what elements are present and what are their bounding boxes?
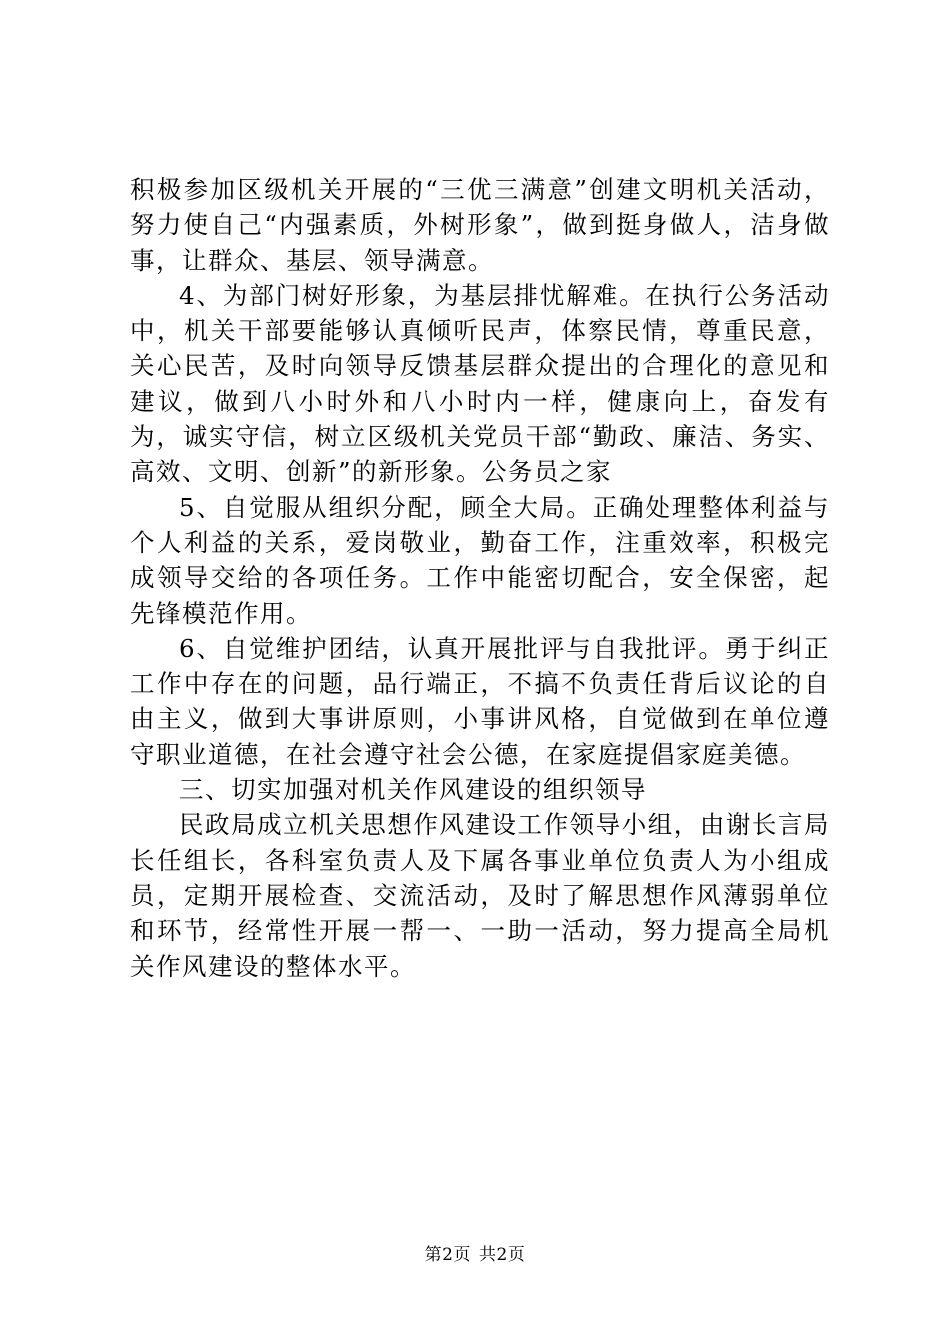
section-heading: 三、切实加强对机关作风建设的组织领导 [179,775,647,805]
page-total: 共2页 [479,1245,526,1265]
paragraph-continuation: 积极参加区级机关开展的“三优三满意”创建文明机关活动，努力使自己“内强素质，外树形象”，做到挺身做人，洁身做事，让群众、基层、领导满意。 [130,175,830,275]
paragraph-item-4: 4、为部门树好形象，为基层排忧解难。在执行公务活动中，机关干部要能够认真倾听民声，体察民情，尊重民意，关心民苦，及时向领导反馈基层群众提出的合理化的意见和建议，做到八小时外和八小时内一样，健康向上，奋发有为，诚实守信，树立区级机关党员干部“勤政、廉洁、务实、高效、文明、创新”的新形象。公务员之家 [130,280,830,487]
page-number: 第2页 [424,1245,471,1265]
paragraph-item-5: 5、自觉服从组织分配，顾全大局。正确处理整体利益与个人利益的关系，爱岗敬业，勤奋工作，注重效率，积极完成领导交给的各项任务。工作中能密切配合，安全保密，起先锋模范作用。 [130,492,830,628]
document-body [130,172,830,984]
page-footer [0,1244,950,1266]
paragraph-item-6: 6、自觉维护团结，认真开展批评与自我批评。勇于纠正工作中存在的问题，品行端正，不搞不负责任背后议论的自由主义，做到大事讲原则，小事讲风格，自觉做到在单位遵守职业道德，在社会遵守社会公德，在家庭提倡家庭美德。 [130,633,830,769]
paragraph-leadership: 民政局成立机关思想作风建设工作领导小组，由谢长言局长任组长，各科室负责人及下属各事业单位负责人为小组成员，定期开展检查、交流活动，及时了解思想作风薄弱单位和环节，经常性开展一帮一、一助一活动，努力提高全局机关作风建设的整体水平。 [130,810,830,981]
